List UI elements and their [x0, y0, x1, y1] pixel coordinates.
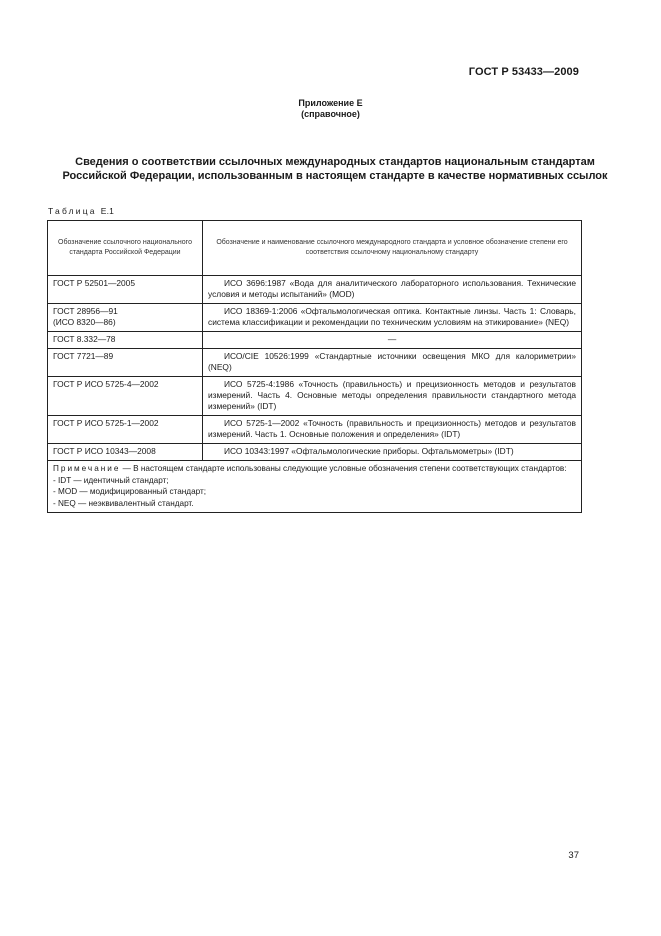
table-row	[48, 276, 582, 304]
international-standard-cell: —	[203, 332, 582, 349]
national-standard: ГОСТ 8.332—78	[53, 334, 116, 344]
national-standard: ГОСТ 7721—89	[53, 351, 114, 361]
table-row	[48, 377, 582, 416]
international-standard-cell: ИСО 5725-4:1986 «Точность (правильность) и прецизионность методов и результатов измерений. Часть 4. Основные методы определения правильности стандартного метода измерений» (IDT)	[203, 377, 582, 416]
national-standard: ГОСТ Р 52501—2005	[53, 278, 135, 288]
standards-table	[47, 220, 582, 513]
section-title: Сведения о соответствии ссылочных международных стандартов национальным стандартам Российской Федерации, использованным в настоящем стандарте в качестве нормативных ссылок	[62, 156, 608, 182]
national-standard-cell	[48, 332, 203, 349]
table-row	[48, 332, 582, 349]
appendix-heading	[0, 98, 661, 120]
international-standard-cell: ИСО 18369-1:2006 «Офтальмологическая оптика. Контактные линзы. Часть 1: Словарь, система классификации и рекомендации по техническим условиям на этикирование» (NEQ)	[203, 304, 582, 332]
page-number: 37	[568, 850, 579, 861]
table-row	[48, 349, 582, 377]
table-row	[48, 416, 582, 444]
note-item: - NEQ — неэквивалентный стандарт.	[53, 498, 194, 508]
column-header-national: Обозначение ссылочного национального стандарта Российской Федерации	[48, 221, 203, 276]
column-header-international: Обозначение и наименование ссылочного международного стандарта и условное обозначение степени его соответствия ссылочному национальному стандарту	[203, 221, 582, 276]
appendix-title: Приложение Е	[298, 98, 363, 108]
national-standard-cell	[48, 416, 203, 444]
national-standard: ГОСТ Р ИСО 10343—2008	[53, 446, 156, 456]
national-standard-cell	[48, 444, 203, 461]
table-caption-label: Таблица	[48, 206, 97, 216]
appendix-subtitle: (справочное)	[301, 109, 360, 119]
international-standard-cell: ИСО 5725-1—2002 «Точность (правильность и прецизионность) методов и результатов измерений. Часть 1. Основные положения и определения» (IDT)	[203, 416, 582, 444]
national-standard-secondary: (ИСО 8320—86)	[53, 317, 116, 327]
table-caption	[48, 206, 114, 216]
national-standard-cell	[48, 276, 203, 304]
international-standard-cell: ИСО 3696:1987 «Вода для аналитического лабораторного использования. Технические условия и методы испытаний» (MOD)	[203, 276, 582, 304]
document-header: ГОСТ Р 53433—2009	[468, 66, 579, 78]
note-text: — В настоящем стандарте использованы следующие условные обозначения степени соответствующих стандартов:	[122, 464, 567, 473]
national-standard-cell	[48, 304, 203, 332]
table-caption-number: Е.1	[100, 206, 115, 216]
table-note	[48, 461, 582, 513]
table-row	[48, 304, 582, 332]
national-standard-cell	[48, 377, 203, 416]
table-row	[48, 444, 582, 461]
national-standard-cell	[48, 349, 203, 377]
international-standard-cell: ИСО 10343:1997 «Офтальмологические приборы. Офтальмометры» (IDT)	[203, 444, 582, 461]
national-standard: ГОСТ Р ИСО 5725-4—2002	[53, 379, 159, 389]
note-item: - MOD — модифицированный стандарт;	[53, 487, 207, 496]
table-header-row	[48, 221, 582, 276]
national-standard: ГОСТ 28956—91	[53, 306, 118, 316]
note-item: - IDT — идентичный стандарт;	[53, 475, 169, 485]
table-note-row	[48, 461, 582, 513]
note-label: Примечание	[53, 464, 121, 473]
international-standard-cell: ИСО/CIE 10526:1999 «Стандартные источники освещения МКО для калориметрии» (NEQ)	[203, 349, 582, 377]
national-standard: ГОСТ Р ИСО 5725-1—2002	[53, 418, 159, 428]
